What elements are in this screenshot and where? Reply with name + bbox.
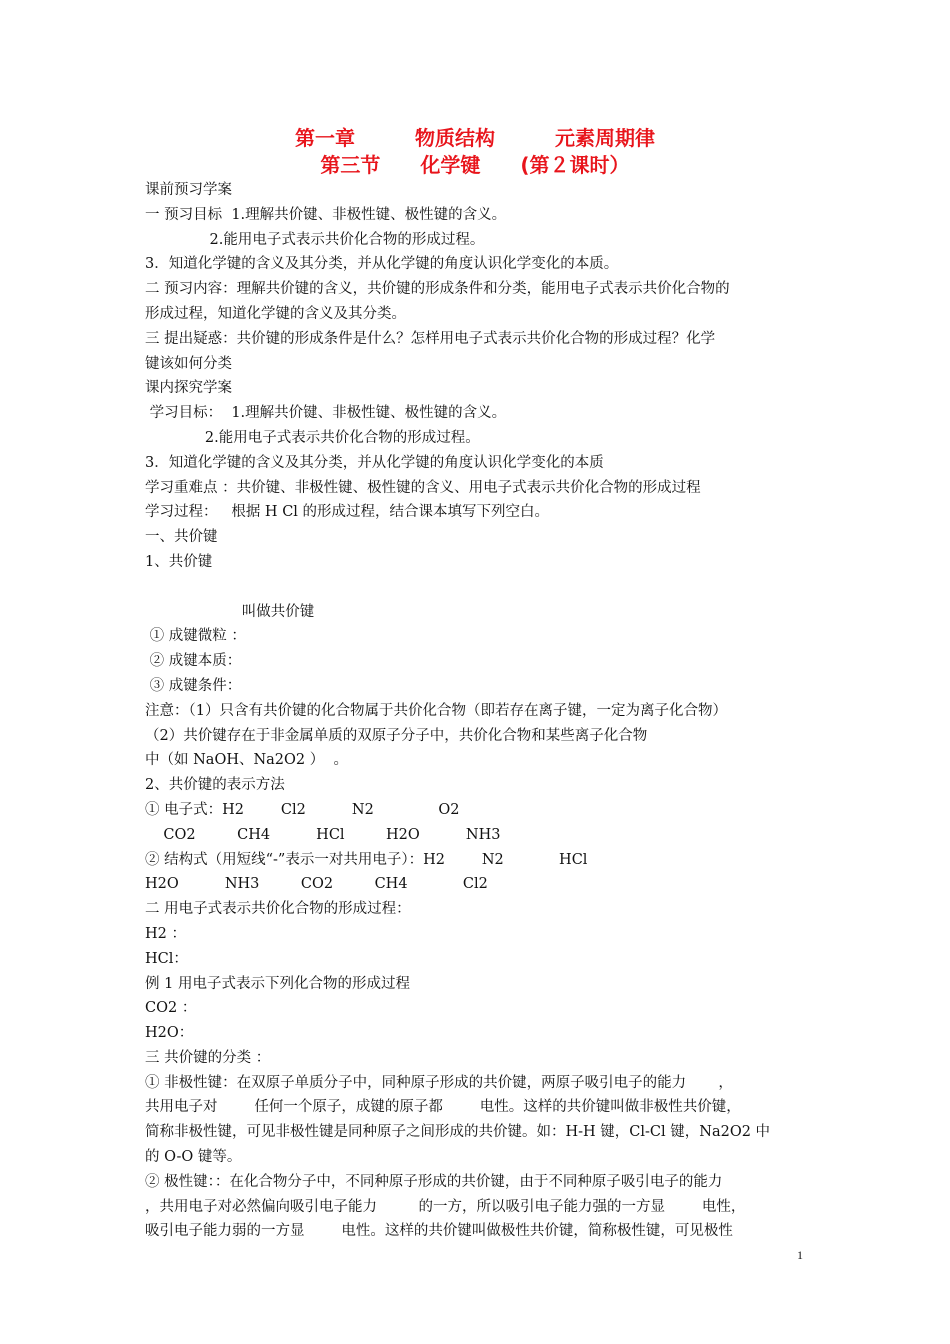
text-line: 一、共价键	[145, 529, 218, 546]
text-line	[145, 575, 815, 600]
text-line: （2）共价键存在于非金属单质的双原子分子中，共价化合物和某些离子化合物	[145, 727, 648, 744]
text-line: ，共用电子对必然偏向吸引电子能力 的一方，所以吸引电子能力强的一方显 电性，	[145, 1198, 746, 1215]
document-body	[145, 178, 815, 1244]
text-line: 学习过程： 根据 H Cl 的形成过程，结合课本填写下列空白。	[145, 504, 550, 521]
text-line: 吸引电子能力弱的一方显 电性。这样的共价键叫做极性共价键，简称极性键，可见极性	[145, 1223, 733, 1240]
text-line: ③ 成键条件：	[145, 677, 242, 694]
text-line: 的 O-O 键等。	[145, 1149, 242, 1166]
page-number: 1	[797, 1248, 803, 1262]
text-line: 简称非极性键，可见非极性键是同种原子之间形成的共价键。如：H-H 键，Cl-Cl 键，Na2O2 中	[145, 1124, 771, 1141]
text-line: H2 ：	[145, 925, 186, 942]
text-line: 1、共价键	[145, 553, 213, 570]
text-line: 二 预习内容：理解共价键的含义，共价键的形成条件和分类，能用电子式表示共价化合物的	[145, 281, 730, 298]
text-line: 2.能用电子式表示共价化合物的形成过程。	[145, 429, 480, 446]
text-line: 学习重难点 ：共价键、非极性键、极性键的含义、用电子式表示共价化合物的形成过程	[145, 479, 701, 496]
text-line: 课内探究学案	[145, 380, 232, 397]
text-line: 3．知道化学键的含义及其分类，并从化学键的角度认识化学变化的本质	[145, 454, 604, 471]
text-line: ① 电子式：H2 Cl2 N2 O2	[145, 801, 460, 818]
text-line: 中（如 NaOH、Na2O2 ） 。	[145, 752, 348, 769]
text-line: CO2 CH4 HCl H2O NH3	[145, 826, 501, 843]
text-line: H2O NH3 CO2 CH4 Cl2	[145, 876, 488, 893]
text-line: 共用电子对 任何一个原子，成键的原子都 电性。这样的共价键叫做非极性共价键，	[145, 1099, 741, 1116]
text-line: HCl：	[145, 950, 188, 967]
text-line: 叫做共价键	[145, 603, 315, 620]
text-line: 三 共价键的分类 ：	[145, 1049, 271, 1066]
text-line: 课前预习学案	[145, 182, 232, 198]
text-line: 注意：（1）只含有共价键的化合物属于共价化合物（即若存在离子键，一定为离子化合物）	[145, 702, 727, 719]
text-line: 二 用电子式表示共价化合物的形成过程：	[145, 901, 411, 918]
text-line: 三 提出疑惑：共价键的形成条件是什么？怎样用电子式表示共价化合物的形成过程？化学	[145, 330, 716, 347]
section-title: 第三节 化学键 (第２课时）	[320, 153, 630, 177]
text-line: ② 成键本质：	[145, 653, 242, 670]
text-line: 形成过程，知道化学键的含义及其分类。	[145, 305, 406, 322]
text-line: 3．知道化学键的含义及其分类，并从化学键的角度认识化学变化的本质。	[145, 256, 619, 273]
text-line: 2.能用电子式表示共价化合物的形成过程。	[145, 231, 485, 248]
text-line: H2O：	[145, 1025, 194, 1042]
text-line: ① 非极性键：在双原子单质分子中，同种原子形成的共价键，两原子吸引电子的能力 ，	[145, 1074, 733, 1091]
text-line: ① 成键微粒 ：	[145, 628, 246, 645]
text-line: 一 预习目标 1.理解共价键、非极性键、极性键的含义。	[145, 206, 507, 223]
text-line: ② 极性键：：在化合物分子中，不同种原子形成的共价键，由于不同种原子吸引电子的能力	[145, 1173, 723, 1190]
text-line: 2、共价键的表示方法	[145, 777, 285, 794]
text-line: ② 结构式（用短线“-”表示一对共用电子）：H2 N2 HCl	[145, 851, 588, 868]
text-line: 例 1 用电子式表示下列化合物的形成过程	[145, 975, 410, 992]
text-line: 学习目标： 1.理解共价键、非极性键、极性键的含义。	[145, 405, 507, 422]
text-line: CO2 ：	[145, 1000, 197, 1017]
chapter-title: 第一章 物质结构 元素周期律	[295, 126, 655, 150]
text-line: 键该如何分类	[145, 355, 232, 372]
